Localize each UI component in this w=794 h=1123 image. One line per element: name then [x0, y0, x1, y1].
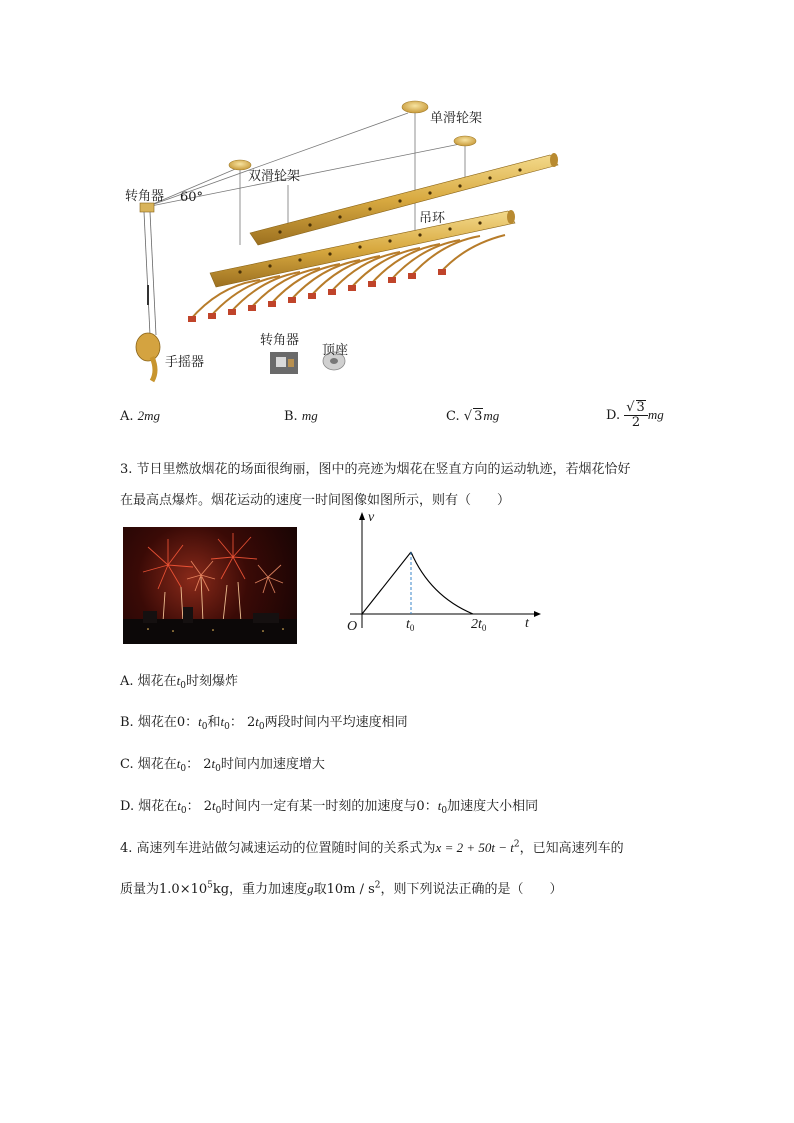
q3-stem-line1: 3. 节日里燃放烟花的场面很绚丽，图中的亮迹为烟花在竖直方向的运动轨迹，若烟花恰好	[120, 462, 631, 477]
single-pulley-disc	[402, 101, 428, 113]
label-hanging-ring: 吊环	[419, 211, 446, 226]
graph-decay-curve	[411, 552, 473, 614]
label-single-pulley: 单滑轮架	[430, 111, 483, 126]
velocity-time-graph	[338, 508, 548, 648]
label-corner-device: 转角器	[125, 189, 165, 204]
q3-option-a: A. 烟花在$t_0$时刻爆炸	[120, 673, 239, 691]
label-angle: 60°	[180, 190, 204, 205]
fireworks-photo	[123, 527, 297, 644]
q3-option-d: D. 烟花在$t_0$： $2t_0$时间内一定有某一时刻的加速度与0：$t_0$加速度大小相同	[120, 798, 539, 816]
q4-line2: 质量为$1.0\times 10^5kg$，重力加速度g取$10m / s^2$，则下列说法正确的是（ ）	[120, 880, 563, 897]
q2-option-c-radicand: 3	[474, 409, 483, 424]
q2-option-a-value: 2mg	[137, 408, 161, 423]
q4-position-formula: x = 2 + 50t − t	[435, 840, 514, 855]
hand-crank-icon	[136, 333, 160, 381]
q2-option-c-value: mg	[483, 408, 500, 423]
q2-option-b: B. mg	[284, 408, 318, 424]
q2-option-c: C. √ 3mg	[446, 408, 500, 424]
q4-line1: 4. 高速列车进站做匀减速运动的位置随时间的关系式为$x = 2 + 50t - t^2$，已知高速列车的	[120, 839, 624, 856]
label-ceiling-mount: 顶座	[322, 343, 349, 358]
corner-device-top	[140, 203, 154, 212]
q3-option-c: C. 烟花在$t_0$： $2t_0$时间内加速度增大	[120, 756, 325, 774]
label-hand-crank: 手摇器	[165, 355, 205, 370]
graph-v-label: v	[368, 510, 375, 525]
q2-option-b-value: mg	[301, 408, 318, 423]
graph-t0-label: $t_0$	[406, 617, 415, 633]
q2-option-d-value: mg	[647, 406, 664, 422]
q3-stem-line2: 在最高点爆炸。烟花运动的速度一时间图像如图所示，则有（ ）	[120, 493, 511, 508]
q2-option-d: D. $\frac{√ 3}{2}$ mg	[606, 400, 664, 431]
graph-rising-segment	[362, 552, 411, 614]
q4-mass-value: 1.0×10	[159, 882, 208, 897]
label-corner-device-2: 转角器	[260, 333, 300, 348]
graph-t-label: t	[525, 616, 529, 631]
label-double-pulley: 双滑轮架	[248, 169, 301, 184]
q2-option-a: A. 2mg	[120, 408, 161, 424]
corner-device-icon	[270, 352, 298, 374]
q4-g-value: 10m / s	[326, 882, 375, 897]
q2-option-d-fraction: $\frac{√ 3}{2}$	[624, 400, 648, 431]
graph-2t0-label: $2t_0$	[471, 617, 487, 633]
q3-option-b: B. 烟花在0：$t_0$和$t_0$： $2t_0$两段时间内平均速度相同	[120, 714, 408, 732]
graph-origin-label: O	[347, 619, 358, 634]
